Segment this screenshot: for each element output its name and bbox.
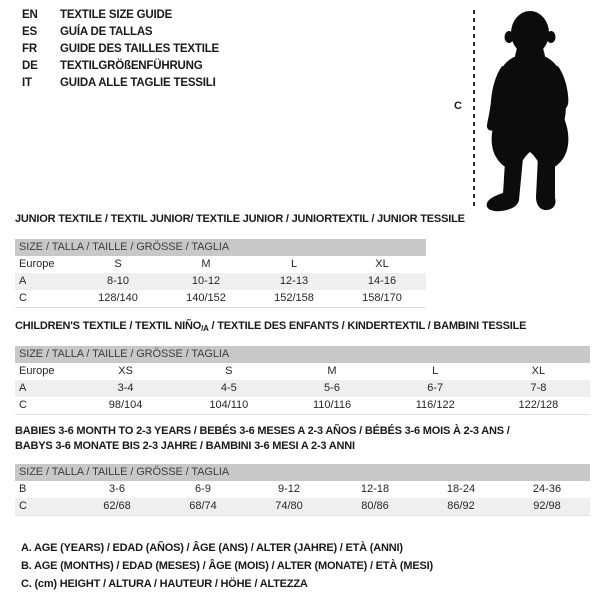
size-cell: 80/86 — [361, 500, 389, 512]
legend-notes — [21, 539, 433, 593]
size-cell: 74/80 — [275, 500, 303, 512]
size-cell: 6-9 — [195, 483, 211, 495]
babies-title-line2: BABYS 3-6 MONATE BIS 2-3 JAHRE / BAMBINI 3-6 MESI A 2-3 ANNI — [15, 440, 355, 452]
table-row — [15, 498, 590, 515]
size-cell: 9-12 — [277, 483, 301, 495]
table-row — [15, 380, 590, 397]
size-cell: 12-18 — [360, 483, 390, 495]
language-code: ES — [22, 26, 37, 38]
table-row — [15, 273, 426, 290]
legend-note-b: B. AGE (MONTHS) / EDAD (MESES) / ÂGE (MOIS) / ALTER (MONATE) / ETÀ (MESI) — [21, 560, 433, 572]
children-title-pre: CHILDREN'S TEXTILE / TEXTIL NIÑO — [15, 320, 202, 332]
size-cell: 8-10 — [106, 275, 130, 287]
size-cell: 122/128 — [518, 399, 559, 411]
language-label: GUIDE DES TAILLES TEXTILE — [60, 43, 219, 55]
toddler-silhouette-icon — [480, 6, 580, 212]
size-cell: 104/110 — [209, 399, 249, 411]
size-cell: M — [327, 365, 337, 377]
language-code: FR — [22, 43, 37, 55]
height-measure-label: C — [454, 100, 462, 112]
language-code: EN — [22, 9, 38, 21]
language-label: GUIDA ALLE TAGLIE TESSILI — [60, 77, 216, 89]
language-code: IT — [22, 77, 32, 89]
size-header-bar: SIZE / TALLA / TAILLE / GRÖSSE / TAGLIA — [15, 464, 590, 481]
size-cell: 128/140 — [98, 292, 138, 304]
row-label: C — [19, 292, 27, 304]
size-cell: L — [290, 258, 298, 270]
row-label: A — [19, 275, 27, 287]
size-cell: 62/68 — [103, 500, 131, 512]
size-cell: 158/170 — [362, 292, 402, 304]
size-cell: 3-6 — [109, 483, 125, 495]
size-cell: 86/92 — [447, 500, 475, 512]
size-cell: XL — [531, 365, 546, 377]
row-label: Europe — [19, 365, 55, 377]
row-label: B — [19, 483, 27, 495]
size-cell: 14-16 — [367, 275, 397, 287]
language-code: DE — [22, 60, 38, 72]
row-label: C — [19, 500, 27, 512]
size-cell: S — [225, 365, 233, 377]
language-row — [22, 75, 219, 92]
junior-size-table — [15, 239, 426, 308]
size-cell: XS — [118, 365, 133, 377]
table-row — [15, 363, 590, 380]
height-figure — [440, 0, 600, 220]
row-label: A — [19, 382, 27, 394]
children-table-title — [15, 319, 526, 336]
row-label: Europe — [19, 258, 55, 270]
size-cell: 18-24 — [446, 483, 476, 495]
size-cell: 152/158 — [274, 292, 314, 304]
language-label: TEXTILE SIZE GUIDE — [60, 9, 173, 21]
language-row — [22, 58, 219, 75]
babies-title-line1: BABIES 3-6 MONTH TO 2-3 YEARS / BEBÉS 3-6 MESES A 2-3 AÑOS / BÉBÉS 3-6 MOIS À 2-3 ANS / — [15, 425, 510, 437]
language-label: GUÍA DE TALLAS — [60, 26, 153, 38]
size-cell: 110/116 — [312, 399, 352, 411]
size-cell: M — [201, 258, 211, 270]
table-row — [15, 397, 590, 414]
height-measure-line — [473, 10, 475, 206]
junior-table-title: JUNIOR TEXTILE / TEXTIL JUNIOR/ TEXTILE JUNIOR / JUNIORTEXTIL / JUNIOR TESSILE — [15, 213, 465, 225]
children-title-post: / TEXTILE DES ENFANTS / KINDERTEXTIL / BAMBINI TESSILE — [208, 320, 527, 332]
size-header-bar: SIZE / TALLA / TAILLE / GRÖSSE / TAGLIA — [15, 239, 426, 256]
size-cell: 12-13 — [279, 275, 309, 287]
language-row — [22, 24, 219, 41]
legend-note-a: A. AGE (YEARS) / EDAD (AÑOS) / ÂGE (ANS) / ALTER (JAHRE) / ETÀ (ANNI) — [21, 542, 403, 554]
table-row — [15, 256, 426, 273]
size-cell: 3-4 — [117, 382, 134, 394]
size-cell: 10-12 — [191, 275, 221, 287]
row-label: C — [19, 399, 27, 411]
babies-size-table — [15, 464, 590, 516]
size-cell: S — [114, 258, 122, 270]
size-cell: 5-6 — [324, 382, 340, 394]
legend-note-c: C. (cm) HEIGHT / ALTURA / HAUTEUR / HÖHE / ALTEZZA — [21, 578, 308, 590]
size-cell: 68/74 — [189, 500, 217, 512]
babies-table-title — [15, 424, 510, 454]
table-row — [15, 481, 590, 498]
size-cell: 4-5 — [220, 382, 237, 394]
size-header-bar: SIZE / TALLA / TAILLE / GRÖSSE / TAGLIA — [15, 346, 590, 363]
size-cell: L — [432, 365, 439, 377]
table-row — [15, 290, 426, 307]
language-title-block — [22, 7, 219, 92]
size-cell: 140/152 — [186, 292, 226, 304]
language-row — [22, 7, 219, 24]
language-label: TEXTILGRÖßENFÜHRUNG — [60, 60, 203, 72]
children-size-table — [15, 346, 590, 415]
children-title-sub: /A — [201, 324, 209, 333]
size-cell: 92/98 — [533, 500, 561, 512]
size-cell: 6-7 — [427, 382, 444, 394]
size-cell: XL — [375, 258, 389, 270]
size-cell: 24-36 — [532, 483, 562, 495]
size-cell: 116/122 — [415, 399, 455, 411]
language-row — [22, 41, 219, 58]
size-cell: 7-8 — [530, 382, 547, 394]
size-cell: 98/104 — [108, 399, 143, 411]
